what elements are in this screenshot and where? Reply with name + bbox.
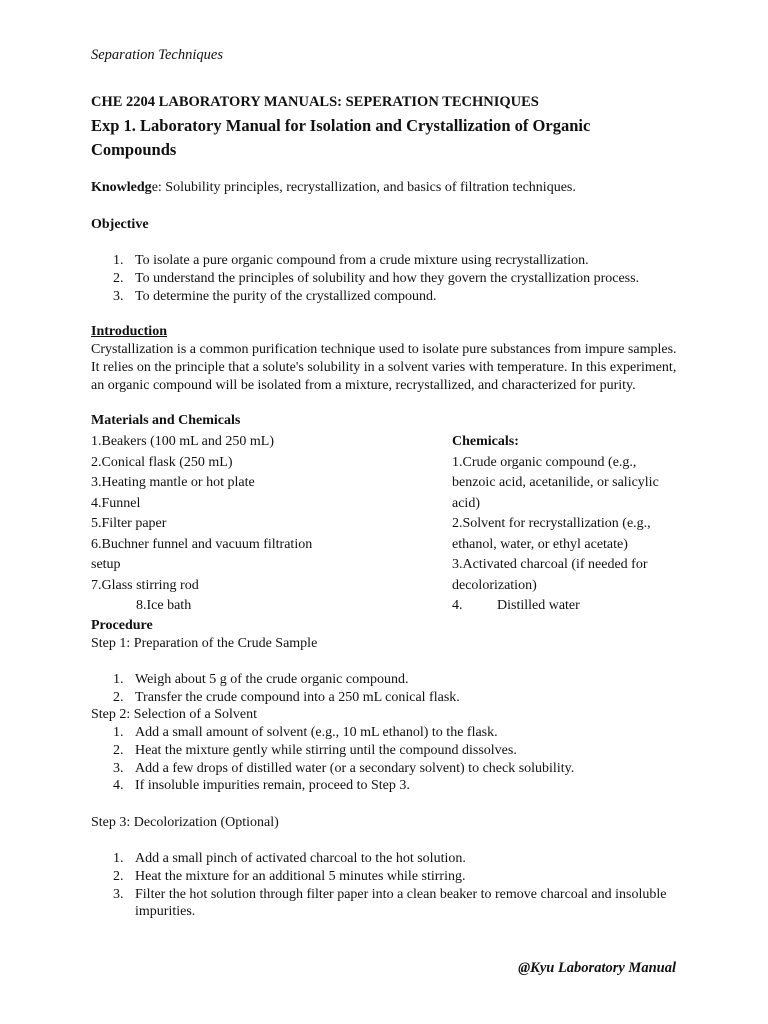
objective-list bbox=[91, 252, 681, 305]
list-number: 1. bbox=[113, 672, 124, 687]
list-number: 1. bbox=[113, 851, 124, 866]
step1-list bbox=[91, 671, 681, 707]
list-text: Heat the mixture gently while stirring until the compound dissolves. bbox=[135, 742, 517, 758]
list-item bbox=[91, 850, 681, 868]
objective-heading: Objective bbox=[91, 217, 149, 232]
chemical-number: 4. bbox=[452, 598, 463, 613]
step3-title: Step 3: Decolorization (Optional) bbox=[91, 815, 279, 830]
knowledge-text: e: Solubility principles, recrystallization, and basics of filtration techniques. bbox=[151, 180, 576, 195]
step2-title: Step 2: Selection of a Solvent bbox=[91, 707, 258, 722]
list-number: 2. bbox=[113, 689, 124, 705]
list-number: 4. bbox=[113, 778, 124, 794]
list-text: Filter the hot solution through filter paper into a clean beaker to remove charcoal and insoluble impurities. bbox=[135, 886, 667, 920]
list-number: 2. bbox=[113, 742, 124, 758]
step3-list bbox=[91, 850, 681, 921]
introduction-heading: Introduction bbox=[91, 324, 167, 339]
list-number: 3. bbox=[113, 886, 124, 902]
list-text: Heat the mixture for an additional 5 minutes while stirring. bbox=[135, 868, 466, 884]
list-number: 3. bbox=[113, 288, 124, 304]
chemical-item: 2.Solvent for recrystallization (e.g., ethanol, water, or ethyl acetate) bbox=[452, 516, 651, 552]
chemical-item: 3.Activated charcoal (if needed for decolorization) bbox=[452, 557, 648, 593]
running-header: Separation Techniques bbox=[91, 47, 223, 63]
material-item: 1.Beakers (100 mL and 250 mL) bbox=[91, 434, 274, 449]
list-number: 1. bbox=[113, 725, 124, 740]
material-item: 6.Buchner funnel and vacuum filtration setup bbox=[91, 536, 313, 572]
list-text: Add a few drops of distilled water (or a secondary solvent) to check solubility. bbox=[135, 760, 575, 776]
list-text: To isolate a pure organic compound from a crude mixture using recrystallization. bbox=[135, 253, 589, 268]
list-item bbox=[91, 777, 681, 795]
material-item: 2.Conical flask (250 mL) bbox=[91, 454, 233, 470]
chemical-item bbox=[452, 596, 681, 617]
list-number: 3. bbox=[113, 760, 124, 776]
list-item bbox=[91, 252, 681, 270]
knowledge-label: Knowledg bbox=[91, 180, 152, 195]
list-item bbox=[91, 886, 681, 922]
material-item: 4.Funnel bbox=[91, 495, 141, 511]
list-text: Transfer the crude compound into a 250 mL conical flask. bbox=[135, 689, 460, 705]
list-item bbox=[91, 724, 681, 742]
list-text: Weigh about 5 g of the crude organic compound. bbox=[135, 672, 409, 687]
list-item bbox=[91, 760, 681, 778]
chemical-item: 1.Crude organic compound (e.g., benzoic acid, acetanilide, or salicylic acid) bbox=[452, 454, 659, 511]
experiment-title: Exp 1. Laboratory Manual for Isolation and Crystallization of Organic Compounds bbox=[91, 116, 591, 159]
chemical-text: Distilled water bbox=[497, 598, 580, 613]
list-item bbox=[91, 671, 681, 689]
list-number: 2. bbox=[113, 270, 124, 286]
introduction-text: Crystallization is a common purification technique used to isolate pure substances from impure samples. It relies on the principle that a solute's solubility in a solvent varies with temperature. In this experiment, an organic compound will be isolated from a mixture, recrystallized, and characterized for purity. bbox=[91, 342, 677, 393]
chemicals-list bbox=[452, 432, 681, 617]
list-text: Add a small amount of solvent (e.g., 10 mL ethanol) to the flask. bbox=[135, 725, 498, 740]
list-text: To determine the purity of the crystallized compound. bbox=[135, 288, 437, 304]
material-item: 5.Filter paper bbox=[91, 516, 167, 531]
list-number: 1. bbox=[113, 253, 124, 268]
list-item bbox=[91, 689, 681, 707]
course-title: CHE 2204 LABORATORY MANUALS: SEPERATION TECHNIQUES bbox=[91, 94, 539, 110]
list-item bbox=[91, 270, 681, 288]
list-text: If insoluble impurities remain, proceed to Step 3. bbox=[135, 778, 410, 794]
list-item bbox=[91, 288, 681, 306]
list-item bbox=[91, 742, 681, 760]
materials-list bbox=[91, 432, 341, 617]
list-number: 2. bbox=[113, 868, 124, 884]
material-item: 7.Glass stirring rod bbox=[91, 577, 199, 593]
chemicals-heading: Chemicals: bbox=[452, 434, 519, 449]
step2-list bbox=[91, 724, 681, 795]
material-item: 3.Heating mantle or hot plate bbox=[91, 475, 255, 490]
materials-heading: Materials and Chemicals bbox=[91, 413, 241, 428]
step1-title: Step 1: Preparation of the Crude Sample bbox=[91, 636, 318, 651]
material-item: 8.Ice bath bbox=[136, 598, 192, 613]
running-footer: @Kyu Laboratory Manual bbox=[518, 960, 676, 976]
list-text: To understand the principles of solubility and how they govern the crystallization process. bbox=[135, 270, 640, 286]
list-item bbox=[91, 868, 681, 886]
procedure-heading: Procedure bbox=[91, 618, 153, 633]
list-text: Add a small pinch of activated charcoal to the hot solution. bbox=[135, 851, 466, 866]
knowledge-line bbox=[91, 179, 576, 197]
